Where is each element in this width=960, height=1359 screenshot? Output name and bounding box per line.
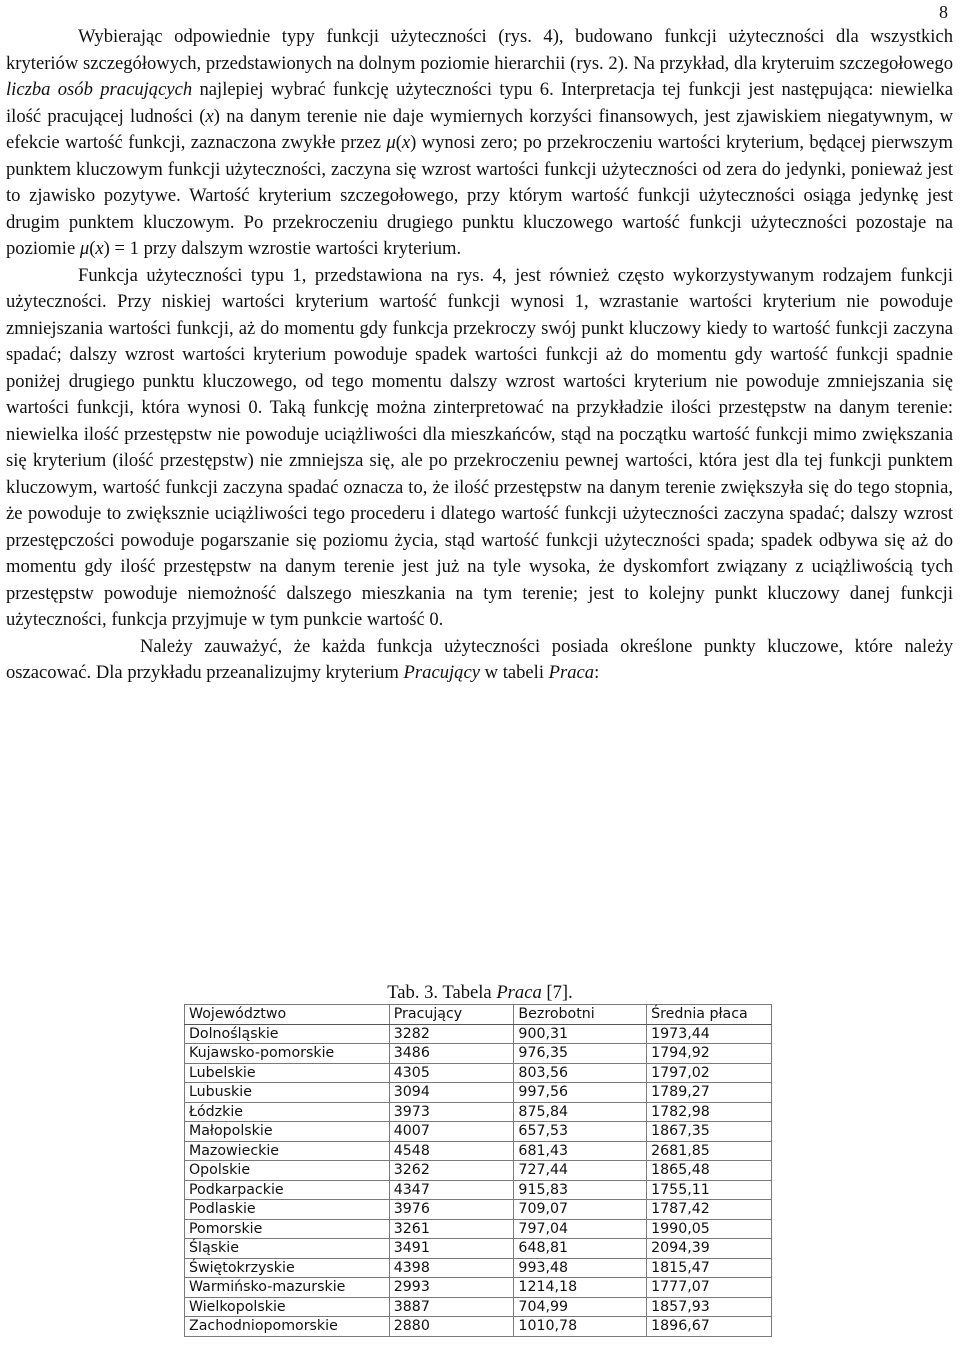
caption-suffix: [7]. [541,982,573,1003]
cell-bezrobotni: 976,35 [514,1044,647,1064]
cell-pracujacy: 2993 [389,1278,514,1298]
cell-pracujacy: 4548 [389,1141,514,1161]
cell-bezrobotni: 709,07 [514,1200,647,1220]
italic-text: liczba osób pracujących [6,79,193,100]
cell-bezrobotni: 727,44 [514,1161,647,1181]
cell-pracujacy: 3282 [389,1024,514,1044]
table-row [185,1278,772,1298]
cell-bezrobotni: 997,56 [514,1083,647,1103]
caption-prefix: Tab. 3. Tabela [387,982,497,1003]
paragraph-text: Wybierając odpowiednie typy funkcji użyteczności (rys. 4), budowano funkcji użyteczności dla wszystkich kryteriów szczegółowych, przedstawionych na dolnym poziomie hierarchii (rys. 2). Na przykład, dla kryteruim szczegołowego [6,26,953,74]
cell-srednia-placa: 1990,05 [647,1219,772,1239]
cell-wojewodztwo: Lubuskie [185,1083,390,1103]
cell-pracujacy: 4398 [389,1258,514,1278]
cell-bezrobotni: 875,84 [514,1102,647,1122]
cell-pracujacy: 3486 [389,1044,514,1064]
cell-srednia-placa: 1755,11 [647,1180,772,1200]
italic-text: x [95,238,104,259]
cell-bezrobotni: 1214,18 [514,1278,647,1298]
cell-wojewodztwo: Zachodniopomorskie [185,1317,390,1337]
header-bezrobotni: Bezrobotni [514,1005,647,1025]
cell-wojewodztwo: Łódzkie [185,1102,390,1122]
table-row [185,1083,772,1103]
table-row [185,1122,772,1142]
cell-srednia-placa: 1782,98 [647,1102,772,1122]
cell-srednia-placa: 1815,47 [647,1258,772,1278]
table-row [185,1063,772,1083]
cell-bezrobotni: 681,43 [514,1141,647,1161]
cell-pracujacy: 2880 [389,1317,514,1337]
cell-wojewodztwo: Lubelskie [185,1063,390,1083]
paragraph-text: najlepiej wybrać funkcję użyteczności typu 6. Interpretacja tej funkcji jest następująca: niewielka ilość pracującej ludności ( [6,79,953,127]
cell-bezrobotni: 704,99 [514,1297,647,1317]
cell-pracujacy: 3094 [389,1083,514,1103]
cell-wojewodztwo: Małopolskie [185,1122,390,1142]
cell-pracujacy: 3887 [389,1297,514,1317]
table-row [185,1024,772,1044]
header-wojewodztwo: Województwo [185,1005,390,1025]
cell-srednia-placa: 1867,35 [647,1122,772,1142]
table-header-row [185,1005,772,1025]
cell-wojewodztwo: Podlaskie [185,1200,390,1220]
cell-wojewodztwo: Dolnośląskie [185,1024,390,1044]
paragraph [6,634,953,687]
table-row [185,1161,772,1181]
cell-bezrobotni: 797,04 [514,1219,647,1239]
cell-pracujacy: 4007 [389,1122,514,1142]
cell-wojewodztwo: Opolskie [185,1161,390,1181]
table-row [185,1219,772,1239]
cell-pracujacy: 3261 [389,1219,514,1239]
table-row [185,1044,772,1064]
cell-srednia-placa: 1777,07 [647,1278,772,1298]
cell-srednia-placa: 1896,67 [647,1317,772,1337]
cell-wojewodztwo: Kujawsko-pomorskie [185,1044,390,1064]
paragraph [6,263,953,634]
page-number: 8 [939,2,948,22]
paragraph-text: Należy zauważyć, że każda funkcja użyteczności posiada określone punkty kluczowe, które należy oszacować. Dla przykładu przeanalizujmy kryterium [6,635,953,683]
cell-wojewodztwo: Wielkopolskie [185,1297,390,1317]
table-row [185,1141,772,1161]
cell-wojewodztwo: Mazowieckie [185,1141,390,1161]
cell-bezrobotni: 900,31 [514,1024,647,1044]
italic-text: x [401,132,411,153]
cell-wojewodztwo: Warmińsko-mazurskie [185,1278,390,1298]
table-row [185,1317,772,1337]
cell-srednia-placa: 2094,39 [647,1239,772,1259]
cell-pracujacy: 4347 [389,1180,514,1200]
cell-pracujacy: 3491 [389,1239,514,1259]
cell-bezrobotni: 803,56 [514,1063,647,1083]
paragraph-text: ( [395,132,402,153]
italic-text: μ [79,238,90,259]
cell-pracujacy: 3973 [389,1102,514,1122]
paragraph-text: ) = 1 przy dalszym wzrostie wartości kryterium. [103,238,462,259]
italic-text: μ [386,132,396,153]
cell-srednia-placa: 1797,02 [647,1063,772,1083]
paragraph [6,24,953,263]
table-caption [0,982,960,1004]
italic-text: Pracujący [403,662,480,683]
cell-srednia-placa: 1865,48 [647,1161,772,1181]
header-pracujacy: Pracujący [389,1005,514,1025]
cell-wojewodztwo: Pomorskie [185,1219,390,1239]
cell-wojewodztwo: Świętokrzyskie [185,1258,390,1278]
cell-pracujacy: 3976 [389,1200,514,1220]
paragraph-text: Funkcja użyteczności typu 1, przedstawiona na rys. 4, jest również często wykorzystywanym rodzajem funkcji użyteczności. Przy niskiej wartości kryterium wartość funkcji wynosi 1, wzrastanie wartości kryterium nie powoduje zmniejszania wartości funkcji, aż do momentu gdy funkcja przekroczy swój punkt kluczowy kiedy to wartość funkcji zaczyna spadać; dalszy wzrost wartości kryterium powoduje spadek wartości funkcji aż do momentu gdy wartość funkcji spadnie poniżej drugiego punktu kluczowego, od tego momentu dalszy wzrost wartości kryterium nie powoduje zmniejszania się wartości funkcji, która wynosi 0. Taką funkcję można zinterpretować na przykładzie ilości przestępstw na danym terenie: niewielka ilość przestępstw nie powoduje uciążliwości dla mieszkańców, stąd na początku wartość funkcji mimo zwiększania się kryterium (ilość przestępstw) nie zmniejsza się, ale po przekroczeniu pewnej wartości, która jest dla tej funkcji punktem kluczowym, wartość funkcji zaczyna spadać oznacza to, że ilość przestępstw na danym terenie zwiększyła się do tego stopnia, że powoduje to zwiększnie uciążliwości tego procederu i dlatego wartość funkcji użyteczności zaczyna spadać; dalszy wzrost przestępczości powoduje pogarszanie się poziomu życia, stąd wartość funkcji użyteczności spada; spadek odbywa się aż do momentu gdy ilość przestępstw na danym terenie jest już na tyle wysoka, że dyskomfort związany z uciążliwością tych przestępstw powoduje niemożność dalszego mieszkania na tym terenie; jest to kolejny punkt kluczowy danej funkcji użyteczności, funkcja przyjmuje w tym punkcie wartość 0. [6,264,953,630]
cell-wojewodztwo: Podkarpackie [185,1180,390,1200]
cell-srednia-placa: 2681,85 [647,1141,772,1161]
table-row [185,1180,772,1200]
paragraph-text: ) na danym terenie nie daje wymiernych korzyści finansowych, jest zjawiskiem niegatywnym, w efekcie wartość funkcji, zaznaczona zwykłe przez [6,105,953,153]
table-row [185,1102,772,1122]
cell-pracujacy: 3262 [389,1161,514,1181]
cell-srednia-placa: 1794,92 [647,1044,772,1064]
caption-table-name: Praca [496,982,542,1003]
italic-text: x [205,105,214,127]
table-row [185,1200,772,1220]
cell-bezrobotni: 657,53 [514,1122,647,1142]
cell-srednia-placa: 1789,27 [647,1083,772,1103]
body-text [6,24,953,687]
header-srednia-placa: Średnia płaca [647,1005,772,1025]
table-body [185,1024,772,1336]
cell-wojewodztwo: Śląskie [185,1239,390,1259]
cell-bezrobotni: 915,83 [514,1180,647,1200]
paragraph-text: ( [89,238,96,259]
table-row [185,1297,772,1317]
cell-bezrobotni: 993,48 [514,1258,647,1278]
cell-srednia-placa: 1857,93 [647,1297,772,1317]
cell-srednia-placa: 1973,44 [647,1024,772,1044]
table-row [185,1239,772,1259]
paragraph-text: w tabeli [479,662,549,683]
cell-srednia-placa: 1787,42 [647,1200,772,1220]
paragraph-text: : [594,662,600,683]
italic-text: Praca [548,662,595,683]
table-row [185,1258,772,1278]
cell-pracujacy: 4305 [389,1063,514,1083]
praca-table [184,1004,772,1337]
paragraph-text: ) wynosi zero; po przekroczeniu wartości kryterium, będącej pierwszym punktem kluczowym funkcji użyteczności, zaczyna się wzrost wartości funkcji użyteczności od zera do jedynki, ponieważ jest to zjawisko pozytywe. Wartość kryterium szczegołowego, przy którym wartość funkcji użyteczności osiąga jedynkę jest drugim punktem kluczowym. Po przekroczeniu drugiego punktu kluczowego wartość funkcji użyteczności pozostaje na poziomie [6,132,954,259]
cell-bezrobotni: 648,81 [514,1239,647,1259]
cell-bezrobotni: 1010,78 [514,1317,647,1337]
